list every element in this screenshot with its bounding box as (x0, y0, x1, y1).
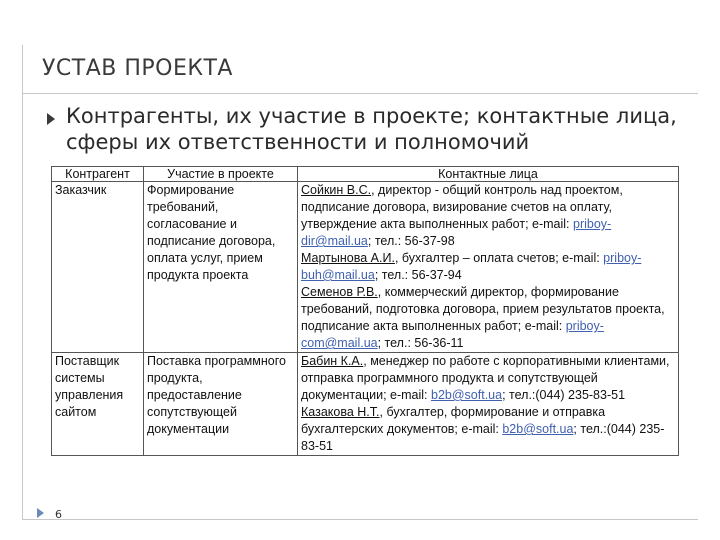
contracts-table (51, 166, 679, 456)
contacts-cell (298, 353, 679, 456)
contact-phone: ; тел.: 56-36-11 (377, 336, 464, 350)
contact-email-link[interactable]: priboy-dir@mail.ua (301, 217, 612, 248)
slide-bottom-border (22, 519, 698, 520)
contact-name[interactable]: Казакова Н.Т. (301, 405, 380, 419)
contact-phone: ; тел.:(044) 235-83-51 (301, 422, 665, 453)
contact-email-link[interactable]: b2b@soft.ua (431, 388, 503, 402)
contact-phone: ; тел.: 56-37-94 (374, 268, 462, 282)
party-cell: Поставщик системы управления сайтом (52, 353, 144, 456)
contact-email-link[interactable]: priboy-com@mail.ua (301, 319, 604, 350)
contact-email-link[interactable]: b2b@soft.ua (502, 422, 574, 436)
slide-left-border (22, 45, 23, 520)
header-contacts: Контактные лица (298, 167, 679, 182)
contact-name[interactable]: Сойкин В.С. (301, 183, 372, 197)
page-number: 6 (55, 508, 62, 521)
contact-name[interactable]: Мартынова А.И. (301, 251, 395, 265)
contact-desc: , директор - общий контроль над проектом, подписание договора, визирование счетов на оплату, утверждение акта выполненных работ; e-mail: (301, 183, 623, 231)
role-cell: Формирование требований, согласование и подписание договора, оплата услуг, прием продукта проекта (144, 182, 298, 353)
table-row (52, 353, 679, 456)
contact-desc: , бухгалтер – оплата счетов; e-mail: (394, 251, 604, 265)
contact-desc: , менеджер по работе с корпоративными клиентами, отправка программного продукта и сопутствующей документации; e-mail: (301, 354, 670, 402)
contact-name[interactable]: Семенов Р.В. (301, 285, 378, 299)
contact-desc: , бухгалтер, формирование и отправка бухгалтерских документов; e-mail: (301, 405, 606, 436)
slide-title: УСТАВ ПРОЕКТА (42, 56, 233, 81)
contact-phone: ; тел.:(044) 235-83-51 (502, 388, 626, 402)
contact-email-link[interactable]: priboy-buh@mail.ua (301, 251, 642, 282)
contact-name[interactable]: Бабин К.А. (301, 354, 364, 368)
contact-phone: ; тел.: 56-37-98 (367, 234, 455, 248)
header-party: Контрагент (52, 167, 144, 182)
bullet-text: Контрагенты, их участие в проекте; контактные лица, сферы их ответственности и полномочий (66, 104, 677, 154)
party-cell: Заказчик (52, 182, 144, 353)
table-header-row (52, 167, 679, 182)
contacts-cell (298, 182, 679, 353)
header-role: Участие в проекте (144, 167, 298, 182)
table-row (52, 182, 679, 353)
page-marker-icon (37, 508, 44, 518)
bullet-arrow-icon (47, 113, 55, 125)
title-divider (22, 93, 698, 94)
role-cell: Поставка программного продукта, предоставление сопутствующей документации (144, 353, 298, 456)
contact-desc: , коммерческий директор, формирование требований, подготовка договора, прием результатов проекта, подписание акта выполненных работ; e-mail: (301, 285, 665, 333)
